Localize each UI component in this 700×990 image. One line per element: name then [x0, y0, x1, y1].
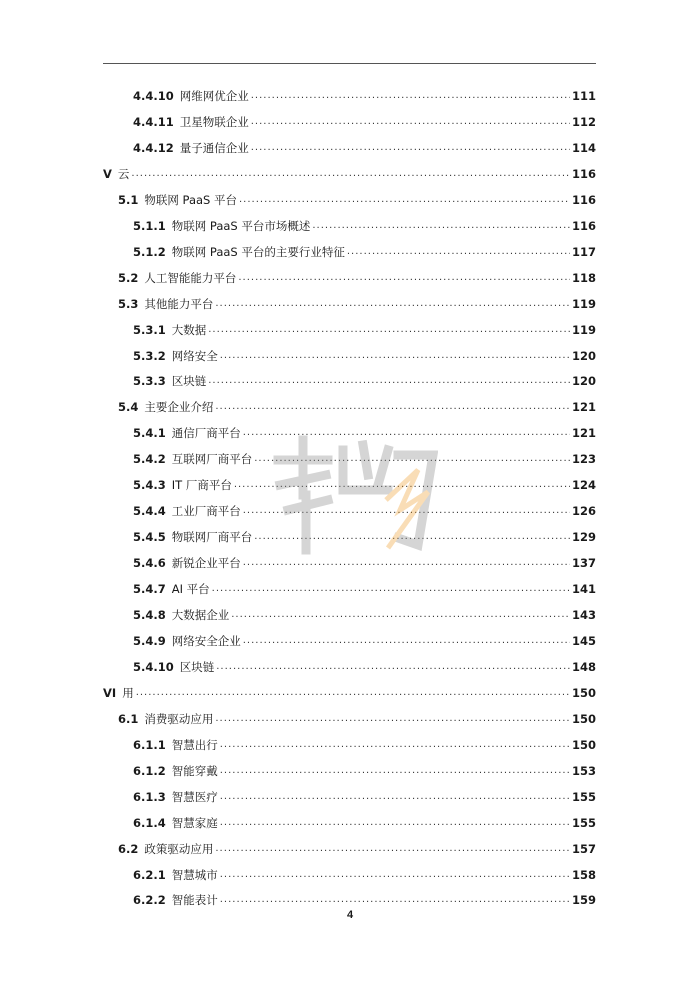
toc-entry-label	[133, 141, 249, 155]
toc-leader-dots	[251, 141, 570, 155]
toc-entry-number: 6.1	[118, 711, 139, 726]
toc-entry-label	[133, 219, 310, 233]
toc-leader-dots	[220, 738, 570, 752]
toc-entry-number: 5.4.2	[133, 452, 166, 467]
toc-entry-title: 智慧城市	[171, 867, 218, 882]
toc-entry-label	[118, 271, 236, 285]
toc-leader-dots	[208, 374, 570, 388]
toc-entry[interactable]	[133, 602, 596, 622]
toc-entry-number: 6.1.1	[133, 737, 166, 752]
toc-entry-label	[133, 790, 218, 804]
toc-entry-number: 5.4.4	[133, 504, 166, 519]
toc-leader-dots	[243, 634, 570, 648]
toc-entry-label	[133, 89, 249, 103]
toc-entry-number: VI	[103, 685, 117, 700]
toc-entry-title: 智慧家庭	[171, 815, 218, 830]
toc-entry-number: 6.1.3	[133, 789, 166, 804]
toc-entry[interactable]	[133, 810, 596, 830]
toc-entry-number: 5.3	[118, 296, 139, 311]
toc-entry-title: 物联网厂商平台	[171, 530, 253, 545]
toc-leader-dots	[220, 349, 570, 363]
toc-entry-label	[118, 400, 213, 414]
toc-leader-dots	[215, 400, 570, 414]
toc-entry-page: 145	[571, 633, 596, 648]
toc-entry-number: 5.3.1	[133, 322, 166, 337]
toc-entry-label	[133, 349, 218, 363]
toc-entry-title: 新锐企业平台	[171, 556, 241, 571]
toc-leader-dots	[239, 193, 570, 207]
toc-entry-label	[133, 556, 241, 570]
toc-entry-number: 5.1.1	[133, 218, 166, 233]
toc-entry-label	[118, 193, 237, 207]
toc-entry[interactable]	[133, 576, 596, 596]
toc-leader-dots	[136, 686, 570, 700]
toc-leader-dots	[220, 790, 570, 804]
toc-entry-number: 5.2	[118, 270, 139, 285]
toc-leader-dots	[131, 167, 570, 181]
toc-entry-number: 5.1	[118, 192, 139, 207]
toc-entry-number: 5.4.5	[133, 530, 166, 545]
toc-entry-title: 互联网厂商平台	[171, 452, 253, 467]
toc-entry-title: 人工智能能力平台	[144, 270, 237, 285]
toc-entry-label	[133, 530, 252, 544]
toc-entry-number: 6.2	[118, 841, 139, 856]
toc-entry-page: 119	[571, 296, 596, 311]
toc-entry-number: 5.3.3	[133, 374, 166, 389]
toc-entry[interactable]	[133, 862, 596, 882]
toc-entry-title: 大数据	[171, 322, 207, 337]
toc-entry-page: 159	[571, 893, 596, 908]
toc-entry-page: 137	[571, 556, 596, 571]
toc-entry-title: IT 厂商平台	[171, 478, 232, 493]
toc-entry-title: 政策驱动应用	[144, 841, 214, 856]
toc-leader-dots	[220, 764, 570, 778]
toc-entry-label	[133, 893, 218, 907]
toc-leader-dots	[347, 245, 570, 259]
toc-entry-label	[133, 115, 249, 129]
toc-entry[interactable]	[103, 161, 596, 181]
toc-entry-title: 智能穿戴	[171, 763, 218, 778]
toc-entry-page: 112	[571, 114, 596, 129]
toc-entry-label	[133, 504, 241, 518]
toc-entry-label	[133, 868, 218, 882]
toc-entry-number: 4.4.10	[133, 89, 174, 103]
toc-entry-title: 主要企业介绍	[144, 400, 214, 415]
toc-entry-title: AI 平台	[171, 582, 210, 597]
toc-entry[interactable]	[118, 394, 596, 414]
toc-entry[interactable]	[118, 187, 596, 207]
toc-entry-page: 153	[571, 763, 596, 778]
toc-entry-title: 卫星物联企业	[179, 114, 249, 129]
toc-entry-title: 消费驱动应用	[144, 711, 214, 726]
toc-entry-label	[118, 712, 213, 726]
toc-entry-title: 物联网 PaaS 平台市场概述	[171, 218, 311, 233]
toc-entry-page: 111	[571, 89, 596, 103]
toc-entry-title: 云	[117, 166, 130, 181]
toc-entry-page: 121	[571, 400, 596, 415]
toc-entry-title: 网维网优企业	[179, 89, 249, 103]
toc-entry[interactable]	[133, 732, 596, 752]
toc-entry-label	[133, 660, 214, 674]
toc-entry-title: 物联网 PaaS 平台的主要行业特征	[171, 244, 345, 259]
toc-entry-title: 区块链	[179, 659, 215, 674]
toc-entry-page: 148	[571, 659, 596, 674]
toc-entry-number: 5.4	[118, 400, 139, 415]
toc-entry-title: 大数据企业	[171, 608, 230, 622]
toc-entry-number: 5.4.10	[133, 659, 174, 674]
toc-entry-page: 141	[571, 582, 596, 597]
toc-entry-label	[133, 426, 241, 440]
toc-entry-page: 116	[571, 218, 596, 233]
toc-entry-title: 网络安全企业	[171, 633, 241, 648]
toc-leader-dots	[212, 582, 570, 596]
toc-entry-number: 4.4.11	[133, 114, 174, 129]
toc-entry-page: 150	[571, 737, 596, 752]
toc-entry-title: 智能表计	[171, 893, 218, 908]
toc-entry-label	[133, 374, 206, 388]
toc-entry-title: 网络安全	[171, 348, 218, 363]
toc-entry-label	[133, 452, 252, 466]
toc-leader-dots	[251, 89, 570, 103]
toc-leader-dots	[208, 323, 570, 337]
toc-entry-page: 155	[571, 789, 596, 804]
toc-leader-dots	[231, 608, 570, 622]
toc-leader-dots	[251, 115, 570, 129]
toc-entry-page: 116	[571, 166, 596, 181]
toc-entry-label	[118, 842, 213, 856]
toc-entry-number: 6.1.2	[133, 763, 166, 778]
toc-leader-dots	[215, 297, 570, 311]
toc-entry-title: 物联网 PaaS 平台	[144, 192, 237, 207]
toc-entry-page: 120	[571, 374, 596, 389]
toc-entry-page: 150	[571, 685, 596, 700]
toc-entry-label	[103, 167, 129, 181]
toc-entry-number: 6.2.1	[133, 867, 166, 882]
toc-leader-dots	[220, 893, 570, 907]
toc-entry-number: 6.1.4	[133, 815, 166, 830]
toc-entry-page: 150	[571, 711, 596, 726]
toc-entry[interactable]	[103, 680, 596, 700]
toc-entry-page: 120	[571, 348, 596, 363]
toc-entry[interactable]	[133, 83, 596, 103]
toc-entry-number: 4.4.12	[133, 140, 174, 155]
toc-entry-number: 5.4.7	[133, 582, 166, 597]
toc-entry-label	[133, 478, 232, 492]
toc-entry-number: 5.3.2	[133, 348, 166, 363]
toc-entry-label	[133, 764, 218, 778]
toc-entry[interactable]	[118, 706, 596, 726]
toc-entry-page: 143	[571, 608, 596, 622]
toc-entry[interactable]	[133, 654, 596, 674]
toc-leader-dots	[220, 868, 570, 882]
toc-entry[interactable]	[118, 291, 596, 311]
toc-entry-title: 智慧医疗	[171, 789, 218, 804]
toc-leader-dots	[215, 842, 570, 856]
toc-entry[interactable]	[118, 836, 596, 856]
toc-entry-number: 6.2.2	[133, 893, 166, 908]
toc-entry-page: 124	[571, 478, 596, 493]
toc-entry[interactable]	[133, 343, 596, 363]
toc-entry[interactable]	[133, 317, 596, 337]
toc-entry-title: 通信厂商平台	[171, 426, 241, 441]
toc-entry-number: 5.4.1	[133, 426, 166, 441]
toc-entry[interactable]	[133, 628, 596, 648]
toc-entry-number: 5.4.9	[133, 633, 166, 648]
toc-entry-title: 用	[122, 685, 134, 700]
toc-entry-number: 5.1.2	[133, 244, 166, 259]
toc-entry-number: 5.4.3	[133, 478, 166, 493]
toc-entry-page: 158	[571, 867, 596, 882]
toc-entry-title: 区块链	[171, 374, 207, 389]
toc-entry-title: 工业厂商平台	[171, 504, 241, 519]
toc-entry-number: V	[103, 166, 112, 181]
toc-entry[interactable]	[133, 135, 596, 155]
toc-entry[interactable]	[133, 213, 596, 233]
toc-entry[interactable]	[133, 239, 596, 259]
toc-entry-number: 5.4.6	[133, 556, 166, 571]
toc-leader-dots	[312, 219, 570, 233]
toc-entry-page: 114	[571, 140, 596, 155]
watermark-logo	[268, 430, 438, 560]
toc-entry-label	[133, 738, 218, 752]
toc-entry[interactable]	[133, 784, 596, 804]
toc-entry-label	[118, 297, 213, 311]
toc-leader-dots	[238, 271, 570, 285]
toc-entry[interactable]	[118, 265, 596, 285]
toc-entry-page: 157	[571, 841, 596, 856]
toc-entry-title: 其他能力平台	[144, 296, 214, 311]
toc-entry-page: 155	[571, 815, 596, 830]
toc-entry-number: 5.4.8	[133, 608, 166, 622]
toc-entry-page: 116	[571, 192, 596, 207]
toc-entry-label	[133, 816, 218, 830]
header-rule	[103, 63, 596, 64]
toc-leader-dots	[216, 660, 570, 674]
toc-entry-label	[133, 245, 345, 259]
toc-entry-label	[103, 686, 134, 700]
toc-entry-page: 121	[571, 426, 596, 441]
toc-entry[interactable]	[133, 109, 596, 129]
toc-leader-dots	[220, 816, 570, 830]
toc-entry-page: 129	[571, 530, 596, 545]
toc-entry-page: 119	[571, 322, 596, 337]
toc-entry-page: 117	[571, 244, 596, 259]
toc-entry[interactable]	[133, 368, 596, 388]
toc-entry[interactable]	[133, 887, 596, 907]
toc-entry-title: 智慧出行	[171, 737, 218, 752]
toc-entry-label	[133, 582, 210, 596]
toc-entry-page: 123	[571, 452, 596, 467]
toc-entry-title: 量子通信企业	[179, 140, 249, 155]
toc-entry-page: 118	[571, 270, 596, 285]
toc-entry-label	[133, 608, 229, 622]
page-number: 4	[346, 909, 354, 921]
toc-leader-dots	[215, 712, 570, 726]
toc-entry-label	[133, 634, 241, 648]
toc-entry[interactable]	[133, 758, 596, 778]
toc-entry-page: 126	[571, 504, 596, 519]
toc-entry-label	[133, 323, 206, 337]
